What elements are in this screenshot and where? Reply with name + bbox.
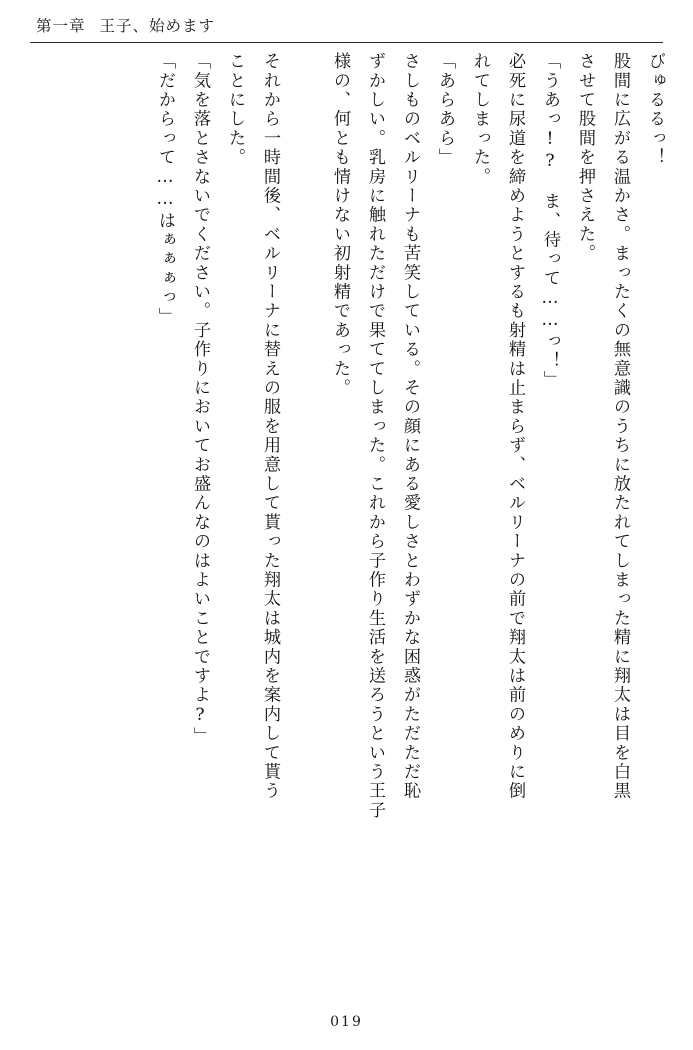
text-column: 股間に広がる温かさ。まったくの無意識のうちに放たれてしまった精に翔太は目を白黒 (610, 52, 630, 801)
chapter-title: 王子、始めます (99, 17, 216, 35)
text-column: 「気を落とさないでください。子作りにおいてお盛んなのはよいことですよ?」 (190, 52, 210, 746)
text-column: 様の、何とも情けない初射精であった。 (330, 52, 350, 398)
text-column: さしものベルリーナも苦笑している。その顔にある愛しさとわずかな困惑がただただ恥 (400, 52, 420, 801)
header-divider (30, 42, 663, 43)
chapter-number: 第一章 (36, 17, 86, 35)
text-column: ことにした。 (225, 52, 245, 168)
text-column: 「あらあら」 (435, 52, 455, 168)
text-column-blank (278, 52, 313, 988)
page-number: 019 (330, 1014, 363, 1030)
text-column: 必死に尿道を締めようとするも射精は止まらず、ベルリーナの前で翔太は前のめりに倒 (505, 52, 525, 801)
text-column: 「だからって……はぁぁぁっ」 (155, 52, 175, 327)
text-column: ずかしい。乳房に触れただけで果ててしまった。これから子作り生活を送ろうという王子 (365, 52, 385, 820)
text-column: びゅるるっ！ (645, 52, 665, 168)
text-column: それから一時間後、ベルリーナに替えの服を用意して貰った翔太は城内を案内して貰う (260, 52, 280, 801)
text-column: 「うあっ!? ま、待って……っ！」 (540, 52, 560, 390)
running-header (36, 14, 657, 40)
vertical-text-body (30, 52, 663, 988)
text-column: れてしまった。 (470, 52, 490, 187)
text-column: させて股間を押さえた。 (575, 52, 595, 264)
